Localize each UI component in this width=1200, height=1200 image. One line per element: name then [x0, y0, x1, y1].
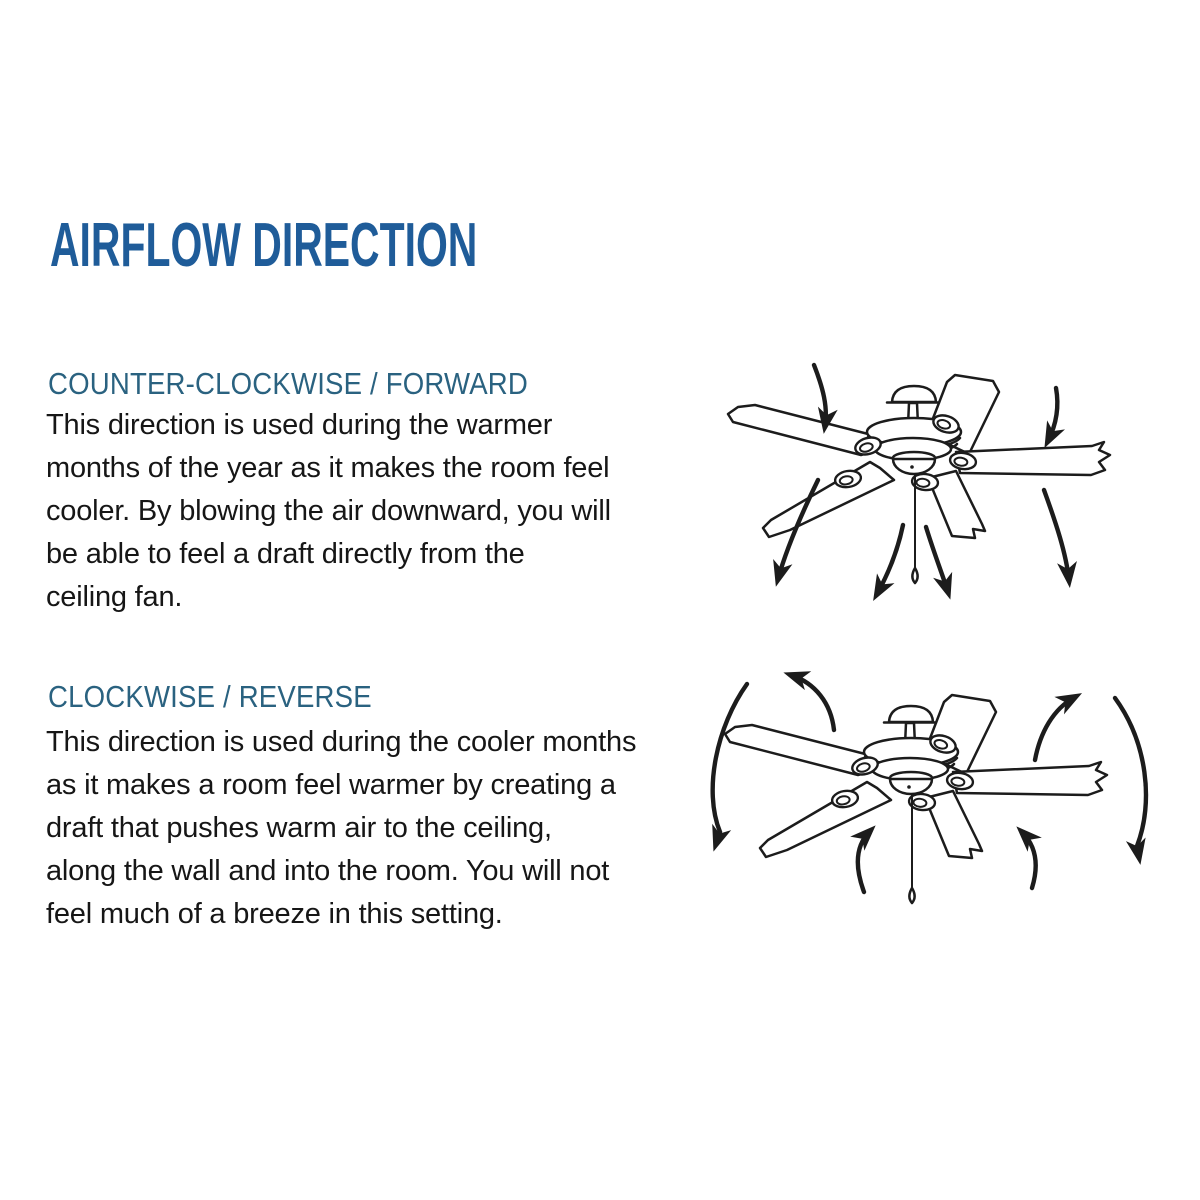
down-wall-arrow-icon — [1115, 698, 1146, 857]
ceiling-fan-circulating-airflow-figure — [690, 650, 1176, 940]
down-right-arrow-icon — [926, 527, 948, 592]
down-left-arrow-icon — [877, 525, 903, 594]
body-line: as it makes a room feel warmer by creating a — [46, 769, 616, 801]
page-title: AIRFLOW DIRECTION — [50, 211, 478, 280]
section-heading-clockwise: CLOCKWISE / REVERSE — [48, 679, 372, 714]
body-line: along the wall and into the room. You will not — [46, 855, 610, 887]
body-line: draft that pushes warm air to the ceiling, — [46, 812, 552, 844]
up-arrow-icon — [1022, 832, 1036, 888]
section-heading-counter-clockwise: COUNTER-CLOCKWISE / FORWARD — [48, 366, 528, 401]
down-wall-arrow-icon — [713, 684, 747, 844]
section-body-counter-clockwise — [46, 404, 611, 619]
body-line: cooler. By blowing the air downward, you will — [46, 495, 611, 527]
up-left-arrow-icon — [791, 675, 834, 730]
body-line: be able to feel a draft directly from the — [46, 538, 525, 570]
down-arrow-icon — [1048, 388, 1057, 441]
ceiling-fan-icon — [725, 695, 1107, 903]
up-arrow-icon — [858, 831, 870, 892]
down-right-arrow-icon — [1044, 490, 1069, 580]
body-line: feel much of a breeze in this setting. — [46, 898, 503, 930]
up-right-arrow-icon — [1035, 697, 1075, 760]
body-line: This direction is used during the cooler months — [46, 726, 637, 758]
body-line: This direction is used during the warmer — [46, 409, 553, 441]
ceiling-fan-downward-airflow-figure — [698, 330, 1168, 632]
section-body-clockwise — [46, 721, 636, 936]
body-line: ceiling fan. — [46, 581, 183, 613]
down-arrow-icon — [814, 365, 826, 426]
body-line: months of the year as it makes the room feel — [46, 452, 610, 484]
